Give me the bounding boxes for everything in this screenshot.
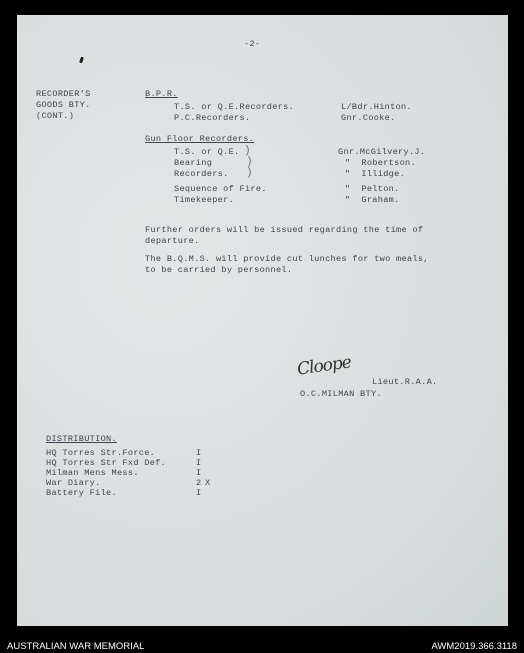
distribution-item-3: Milman Mens Mess. [46, 468, 139, 478]
gun-floor-role-4: Sequence of Fire. [174, 184, 267, 194]
gun-floor-name-4: " Pelton. [345, 184, 400, 194]
side-heading-line-1: RECORDER'S [36, 89, 91, 99]
distribution-count-2: I [196, 458, 202, 468]
para-lunches-line-2: to be carried by personnel. [145, 265, 293, 275]
side-heading-line-3: (CONT.) [36, 111, 75, 121]
distribution-count-5: I [196, 488, 202, 498]
bracket-mark: ) [244, 145, 251, 157]
distribution-heading: DISTRIBUTION. [46, 434, 117, 444]
gun-floor-name-2: " Robertson. [345, 158, 416, 168]
gun-floor-name-3: " Illidge. [345, 169, 406, 179]
bpr-name-2: Gnr.Cooke. [341, 113, 396, 123]
distribution-count-3: I [196, 468, 202, 478]
page-number: -2- [244, 39, 261, 49]
para-orders-line-1: Further orders will be issued regarding the time of [145, 225, 424, 235]
bracket-mark: ) [246, 156, 253, 168]
gun-floor-heading: Gun Floor Recorders. [145, 134, 255, 144]
distribution-x-mark: X [205, 478, 211, 488]
distribution-item-5: Battery File. [46, 488, 117, 498]
gun-floor-role-2: Bearing [174, 158, 213, 168]
footer-institution: AUSTRALIAN WAR MEMORIAL [7, 641, 145, 652]
distribution-item-1: HQ Torres Str.Force. [46, 448, 156, 458]
distribution-count-1: I [196, 448, 202, 458]
distribution-item-4: War Diary. [46, 478, 101, 488]
bpr-role-1: T.S. or Q.E.Recorders. [174, 102, 295, 112]
bpr-heading: B.P.R. [145, 89, 178, 99]
signature-unit: O.C.MILMAN BTY. [300, 389, 382, 399]
distribution-item-2: HQ Torres Str Fxd Def. [46, 458, 167, 468]
signature-rank: Lieut.R.A.A. [372, 377, 438, 387]
bpr-name-1: L/Bdr.Hinton. [341, 102, 412, 112]
footer-accession-number: AWM2019.366.3118 [431, 641, 517, 652]
handwritten-signature: Cloope [295, 352, 352, 380]
gun-floor-name-1: Gnr.McGilvery.J. [338, 147, 426, 157]
side-heading-line-2: GOODS BTY. [36, 100, 91, 110]
gun-floor-role-1: T.S. or Q.E. [174, 147, 240, 157]
distribution-count-4: 2 [196, 478, 202, 488]
para-lunches-line-1: The B.Q.M.S. will provide cut lunches for two meals, [145, 254, 429, 264]
bpr-role-2: P.C.Recorders. [174, 113, 251, 123]
bracket-mark: ) [246, 167, 253, 179]
gun-floor-name-5: " Graham. [345, 195, 400, 205]
gun-floor-role-3: Recorders. [174, 169, 229, 179]
para-orders-line-2: departure. [145, 236, 200, 246]
gun-floor-role-5: Timekeeper. [174, 195, 235, 205]
